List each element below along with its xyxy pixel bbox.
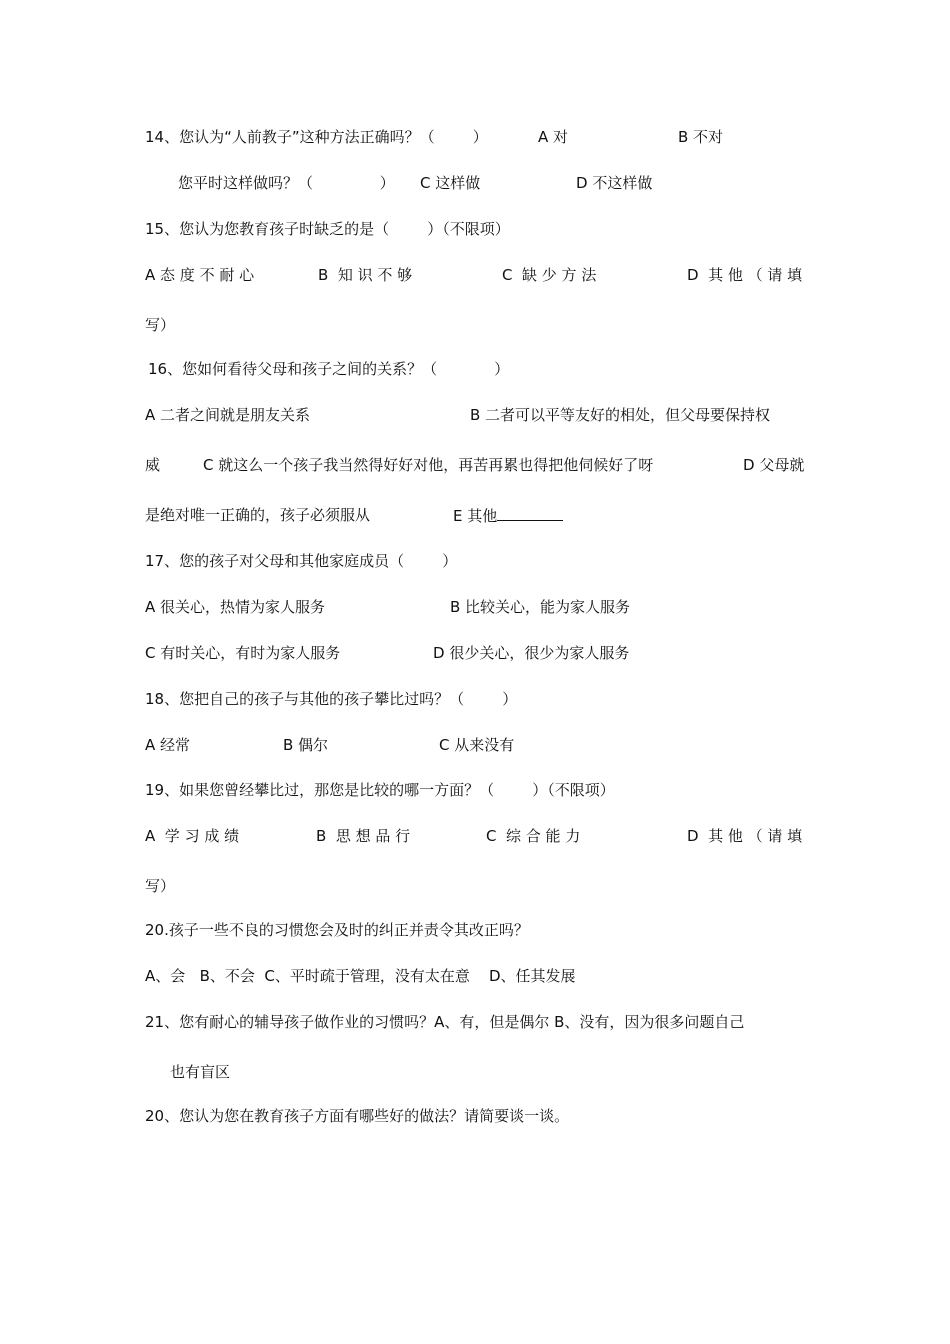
q19-stem: 19、如果您曾经攀比过，那您是比较的哪一方面？（ ）（不限项）	[145, 781, 615, 799]
q20-stem: 20.孩子一些不良的习惯您会及时的纠正并责令其改正吗？	[145, 921, 529, 939]
q17-stem: 17、您的孩子对父母和其他家庭成员（ ）	[145, 552, 458, 570]
q14-stem: 14、您认为“人前教子”这种方法正确吗？（ ）	[145, 128, 488, 146]
q16-option-b: B 二者可以平等友好的相处，但父母要保持权	[470, 406, 771, 424]
q21-cont: 也有盲区	[170, 1063, 231, 1081]
q16-option-e	[453, 505, 563, 526]
q17-option-b: B 比较关心，能为家人服务	[450, 598, 631, 616]
q16-option-d: D 父母就	[743, 456, 805, 474]
q19-option-b: B 思 想 品 行	[316, 827, 411, 845]
q16-option-e-label: E 其他	[453, 507, 498, 525]
q16-stem: 16、您如何看待父母和孩子之间的关系？（ ）	[148, 360, 510, 378]
q16-option-d-cont: 是绝对唯一正确的，孩子必须服从	[145, 506, 371, 524]
q20-options: A、会 B、不会 C、平时疏于管理，没有太在意 D、任其发展	[145, 967, 576, 985]
q14-option-b: B 不对	[678, 128, 724, 146]
q15-option-b: B 知 识 不 够	[318, 266, 413, 284]
q14-followup: 您平时这样做吗？（ ）	[178, 174, 395, 192]
open-question: 20、您认为您在教育孩子方面有哪些好的做法？请简要谈一谈。	[145, 1107, 570, 1125]
q19-option-c: C 综 合 能 力	[486, 827, 581, 845]
q15-option-a: A 态 度 不 耐 心	[145, 266, 255, 284]
q16-option-a: A 二者之间就是朋友关系	[145, 406, 311, 424]
q14-option-a: A 对	[538, 128, 569, 146]
q18-option-b: B 偶尔	[283, 736, 329, 754]
q16-option-b-cont: 威	[145, 456, 161, 474]
q18-option-c: C 从来没有	[439, 736, 515, 754]
q17-option-a: A 很关心，热情为家人服务	[145, 598, 326, 616]
q17-option-c: C 有时关心，有时为家人服务	[145, 644, 341, 662]
q18-stem: 18、您把自己的孩子与其他的孩子攀比过吗？（ ）	[145, 690, 518, 708]
q21-stem: 21、您有耐心的辅导孩子做作业的习惯吗？A、有，但是偶尔 B、没有，因为很多问题自己	[145, 1013, 745, 1031]
answer-blank	[497, 505, 563, 521]
q19-option-a: A 学 习 成 绩	[145, 827, 240, 845]
q15-stem: 15、您认为您教育孩子时缺乏的是（ ）（不限项）	[145, 220, 510, 238]
q15-option-c: C 缺 少 方 法	[502, 266, 597, 284]
q17-option-d: D 很少关心，很少为家人服务	[433, 644, 630, 662]
q19-option-d-cont: 写）	[145, 877, 176, 895]
q18-option-a: A 经常	[145, 736, 191, 754]
q19-option-d: D 其 他 （ 请 填	[687, 827, 803, 845]
q16-option-c: C 就这么一个孩子我当然得好好对他，再苦再累也得把他伺候好了呀	[203, 456, 654, 474]
q15-option-d: D 其 他 （ 请 填	[687, 266, 803, 284]
q14-option-d: D 不这样做	[576, 174, 653, 192]
q14-option-c: C 这样做	[420, 174, 481, 192]
q15-option-d-cont: 写）	[145, 316, 176, 334]
